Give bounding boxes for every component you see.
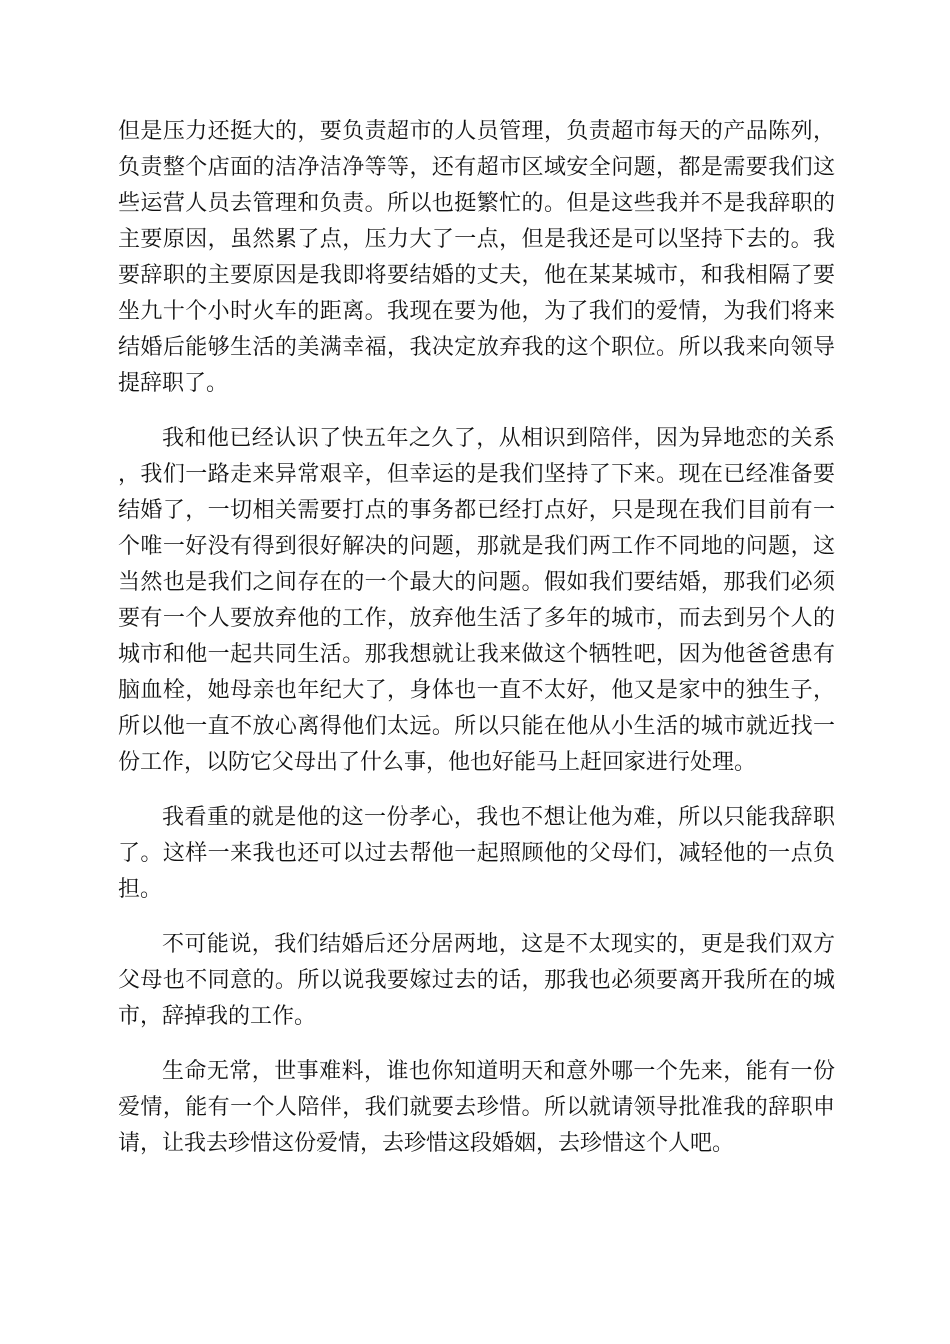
paragraph-3: 我看重的就是他的这一份孝心，我也不想让他为难，所以只能我辞职了。这样一来我也还可以过去帮他一起照顾他的父母们，减轻他的一点负担。 xyxy=(118,805,835,902)
paragraph-5: 生命无常，世事难料，谁也你知道明天和意外哪一个先来，能有一份爱情，能有一个人陪伴，我们就要去珍惜。所以就请领导批准我的辞职申请，让我去珍惜这份爱情，去珍惜这段婚姻，去珍惜这个人吧。 xyxy=(118,1059,835,1156)
paragraph-1: 但是压力还挺大的，要负责超市的人员管理，负责超市每天的产品陈列，负责整个店面的洁净洁净等等，还有超市区域安全问题，都是需要我们这些运营人员去管理和负责。所以也挺繁忙的。但是这些我并不是我辞职的主要原因，虽然累了点，压力大了一点，但是我还是可以坚持下去的。我要辞职的主要原因是我即将要结婚的丈夫，他在某某城市，和我相隔了要坐九十个小时火车的距离。我现在要为他，为了我们的爱情，为我们将来结婚后能够生活的美满幸福，我决定放弃我的这个职位。所以我来向领导提辞职了。 xyxy=(118,119,835,396)
document-body xyxy=(118,114,835,1181)
paragraph-4: 不可能说，我们结婚后还分居两地，这是不太现实的，更是我们双方父母也不同意的。所以说我要嫁过去的话，那我也必须要离开我所在的城市，辞掉我的工作。 xyxy=(118,932,835,1029)
paragraph-2: 我和他已经认识了快五年之久了，从相识到陪伴，因为异地恋的关系，我们一路走来异常艰辛，但幸运的是我们坚持了下来。现在已经准备要结婚了，一切相关需要打点的事务都已经打点好，只是现在我们目前有一个唯一好没有得到很好解决的问题，那就是我们两工作不同地的问题，这当然也是我们之间存在的一个最大的问题。假如我们要结婚，那我们必须要有一个人要放弃他的工作，放弃他生活了多年的城市，而去到另个人的城市和他一起共同生活。那我想就让我来做这个牺牲吧，因为他爸爸患有脑血栓，她母亲也年纪大了，身体也一直不太好，他又是家中的独生子，所以他一直不放心离得他们太远。所以只能在他从小生活的城市就近找一份工作，以防它父母出了什么事，他也好能马上赶回家进行处理。 xyxy=(118,426,835,775)
